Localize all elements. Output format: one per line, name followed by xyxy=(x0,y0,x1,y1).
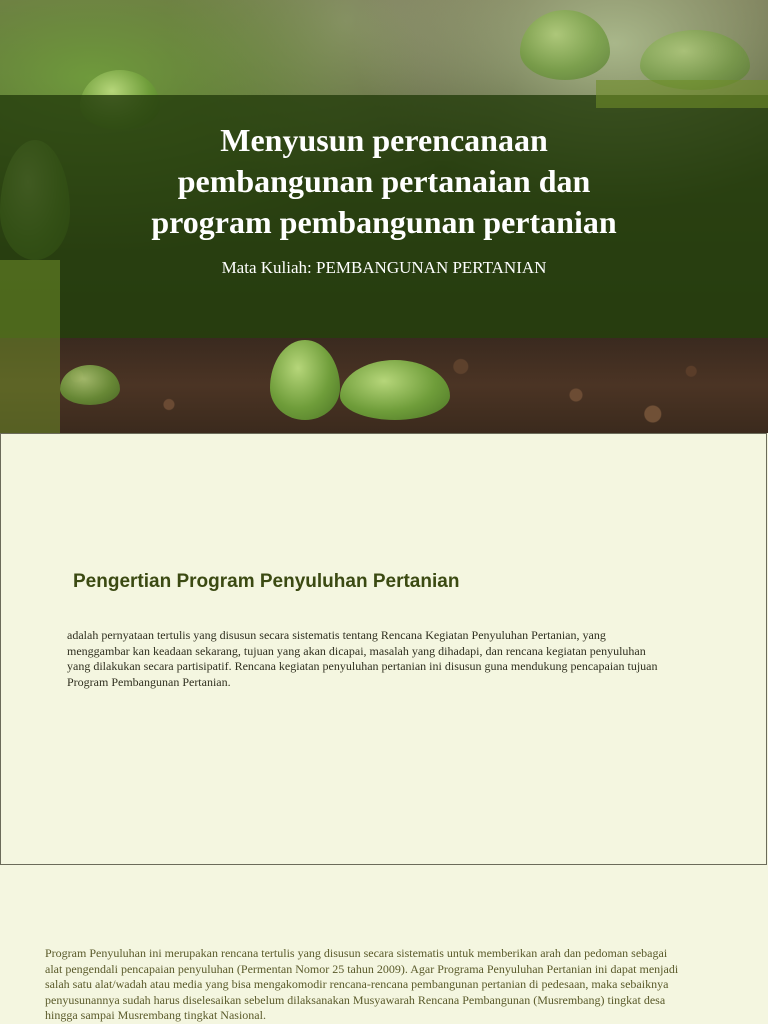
program-paragraph xyxy=(45,946,725,1024)
accent-block xyxy=(0,260,60,433)
title-line: pembangunan pertanaian dan xyxy=(177,163,591,199)
title-slide xyxy=(0,0,768,433)
content-slide xyxy=(0,433,767,865)
text-line: hingga sampai Musrembang tingkat Nasional. xyxy=(45,1008,266,1022)
text-line: Program Penyuluhan ini merupakan rencana tertulis yang disusun secara sistematis untuk memberikan arah dan pedoman sebagai xyxy=(45,946,668,960)
leaf-image xyxy=(520,10,610,80)
text-line: Program Pembangunan Pertanian. xyxy=(67,674,231,689)
text-line: adalah pernyataan tertulis yang disusun secara sistematis tentang Rencana Kegiatan Penyuluhan Pertanian, yang xyxy=(67,628,606,642)
text-line: penyusunannya sudah harus diselesaikan sebelum dilaksanakan Musyawarah Rencana Pembangunan (Musrembang) tingkat desa xyxy=(45,992,666,1007)
slide-subtitle: Mata Kuliah: PEMBANGUNAN PERTANIAN xyxy=(221,258,547,277)
accent-block xyxy=(596,80,768,108)
leaf-image xyxy=(60,365,120,405)
text-line: yang dilakukan secara partisipatif. Rencana kegiatan penyuluhan pertanian ini disusun guna mendukung pencapaian tujuan xyxy=(67,659,658,673)
title-line: Menyusun perencanaan xyxy=(220,122,548,158)
text-line: alat pengendali pencapaian penyuluhan (Permentan Nomor 25 tahun 2009). Agar Programa Penyuluhan Pertanian ini dapat menjadi xyxy=(45,961,679,976)
title-line: program pembangunan pertanian xyxy=(151,204,617,240)
text-line: menggambar kan keadaan sekarang, tujuan yang akan dicapai, masalah yang dihadapi, dan rencana kegiatan penyuluhan xyxy=(67,643,646,658)
slide-title xyxy=(60,120,708,243)
definition-paragraph xyxy=(67,628,707,690)
section-heading: Pengertian Program Penyuluhan Pertanian xyxy=(73,571,460,592)
text-line: salah satu alat/wadah atau media yang bisa mengakomodir rencana-rencana pembangunan pertanian di pedesaan, maka sebaiknya xyxy=(45,977,669,991)
